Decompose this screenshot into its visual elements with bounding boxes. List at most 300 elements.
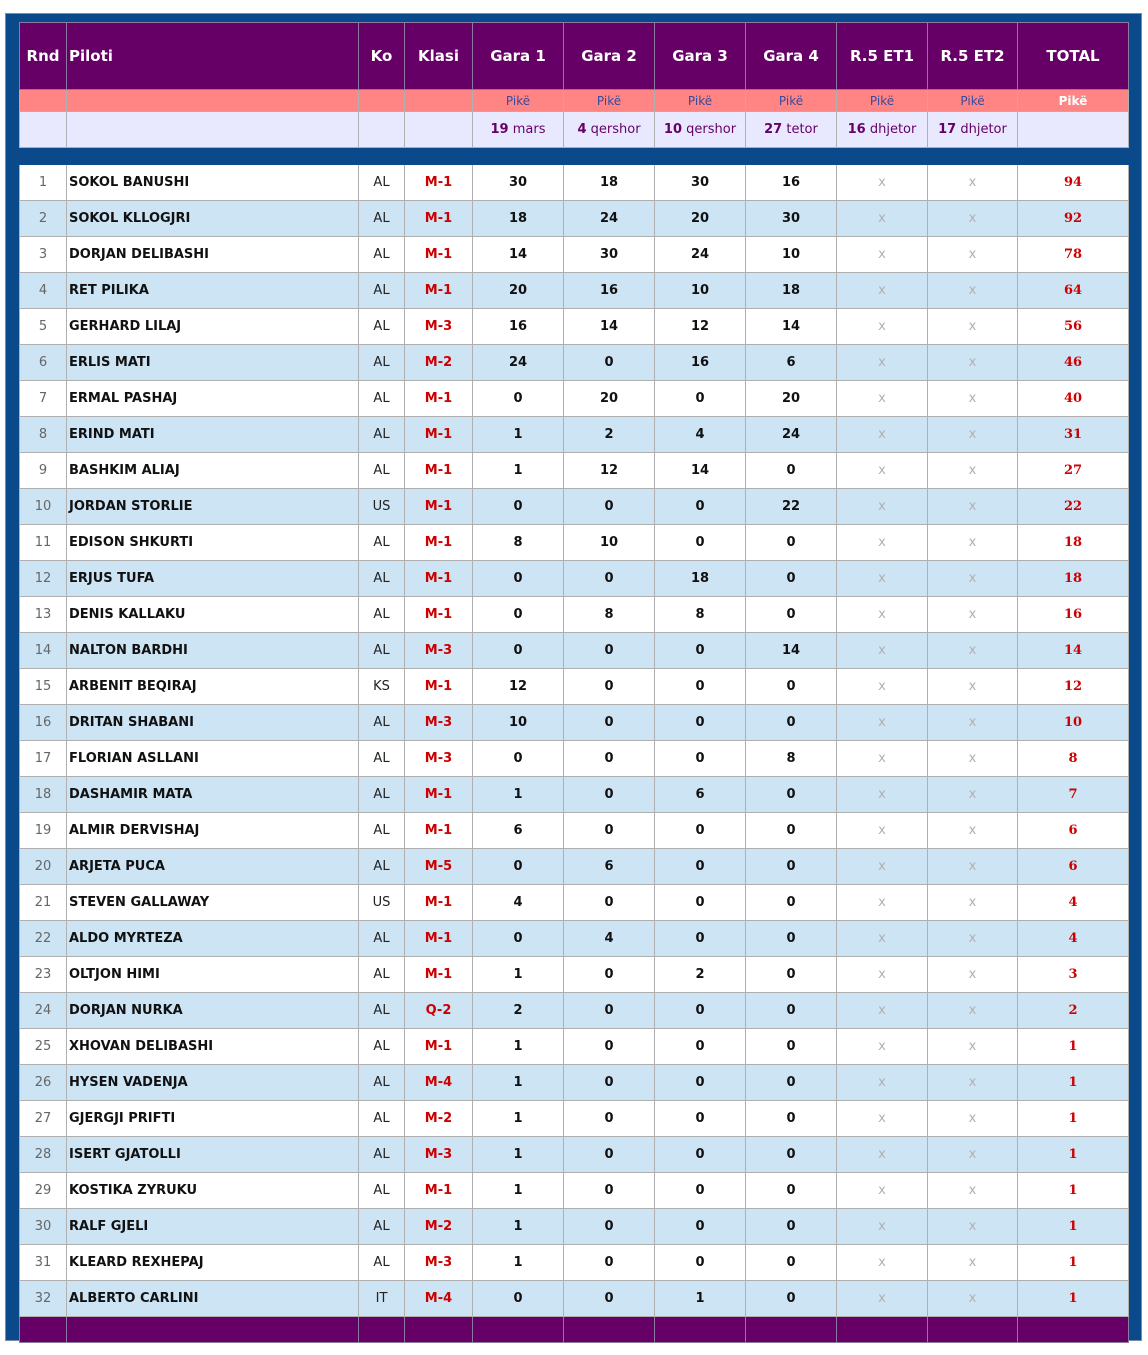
cell-klasi: M-1 [405,561,473,597]
cell-gara4: 0 [746,1065,837,1101]
cell-total: 1 [1018,1137,1129,1173]
cell-piloti: RET PILIKA [67,273,359,309]
date-month: qershor [682,122,737,137]
cell-gara2: 6 [564,849,655,885]
dates-empty [1018,112,1129,148]
cell-klasi: M-1 [405,525,473,561]
cell-klasi: M-1 [405,489,473,525]
dates-empty [20,112,67,148]
cell-gara2: 0 [564,1173,655,1209]
cell-r5et1: x [837,957,928,993]
cell-gara4: 0 [746,597,837,633]
cell-total: 18 [1018,561,1129,597]
cell-r5et2: x [928,1173,1018,1209]
cell-gara4: 10 [746,237,837,273]
cell-rnd: 10 [20,489,67,525]
cell-piloti: DORJAN NURKA [67,993,359,1029]
cell-gara2: 16 [564,273,655,309]
cell-gara1: 18 [473,201,564,237]
cell-gara2: 4 [564,921,655,957]
cell-ko: AL [359,849,405,885]
cell-piloti: HYSEN VADENJA [67,1065,359,1101]
footer-cell [1018,1317,1129,1343]
cell-gara2: 0 [564,1281,655,1317]
cell-rnd: 5 [20,309,67,345]
cell-r5et2: x [928,921,1018,957]
dates-empty [405,112,473,148]
cell-r5et2: x [928,741,1018,777]
cell-gara4: 0 [746,921,837,957]
cell-gara4: 16 [746,165,837,201]
cell-total: 92 [1018,201,1129,237]
cell-rnd: 21 [20,885,67,921]
cell-r5et1: x [837,381,928,417]
cell-gara1: 1 [473,453,564,489]
cell-klasi: M-1 [405,237,473,273]
cell-total: 94 [1018,165,1129,201]
table-row [20,309,1129,345]
cell-gara4: 0 [746,1029,837,1065]
cell-gara1: 0 [473,489,564,525]
cell-gara1: 14 [473,237,564,273]
cell-gara3: 0 [655,489,746,525]
cell-gara3: 4 [655,417,746,453]
cell-gara3: 8 [655,597,746,633]
cell-gara1: 1 [473,957,564,993]
cell-total: 12 [1018,669,1129,705]
date-day: 16 [847,122,866,137]
cell-rnd: 4 [20,273,67,309]
cell-klasi: M-3 [405,741,473,777]
date-gara3 [655,112,746,148]
cell-klasi: M-3 [405,1137,473,1173]
cell-piloti: OLTJON HIMI [67,957,359,993]
table-row [20,597,1129,633]
cell-ko: AL [359,309,405,345]
cell-gara4: 0 [746,1137,837,1173]
cell-r5et1: x [837,1173,928,1209]
cell-gara1: 0 [473,381,564,417]
cell-gara2: 12 [564,453,655,489]
table-row [20,957,1129,993]
cell-total: 46 [1018,345,1129,381]
table-row [20,201,1129,237]
cell-r5et2: x [928,345,1018,381]
cell-gara3: 0 [655,381,746,417]
cell-rnd: 28 [20,1137,67,1173]
cell-klasi: M-1 [405,1029,473,1065]
cell-ko: AL [359,345,405,381]
footer-cell [405,1317,473,1343]
cell-ko: AL [359,381,405,417]
cell-gara4: 0 [746,813,837,849]
cell-gara3: 0 [655,1137,746,1173]
cell-r5et1: x [837,237,928,273]
cell-gara4: 0 [746,705,837,741]
cell-gara2: 0 [564,885,655,921]
cell-klasi: M-1 [405,453,473,489]
unit-gara1: Pikë [473,90,564,112]
table-row [20,849,1129,885]
cell-gara2: 30 [564,237,655,273]
table-row [20,417,1129,453]
table-row [20,525,1129,561]
cell-ko: AL [359,1101,405,1137]
cell-r5et1: x [837,453,928,489]
date-gara4 [746,112,837,148]
col-ko: Ko [359,23,405,90]
cell-gara1: 0 [473,741,564,777]
cell-klasi: M-1 [405,669,473,705]
cell-total: 27 [1018,453,1129,489]
cell-piloti: ISERT GJATOLLI [67,1137,359,1173]
cell-klasi: M-1 [405,597,473,633]
separator [20,148,1129,165]
unit-gara4: Pikë [746,90,837,112]
cell-r5et1: x [837,993,928,1029]
cell-piloti: GJERGJI PRIFTI [67,1101,359,1137]
cell-gara1: 10 [473,705,564,741]
cell-gara1: 1 [473,1101,564,1137]
table-row [20,1173,1129,1209]
cell-gara3: 0 [655,921,746,957]
cell-gara1: 0 [473,633,564,669]
cell-gara4: 0 [746,1209,837,1245]
cell-r5et2: x [928,165,1018,201]
cell-r5et2: x [928,237,1018,273]
cell-gara2: 18 [564,165,655,201]
cell-piloti: FLORIAN ASLLANI [67,741,359,777]
cell-gara2: 20 [564,381,655,417]
cell-piloti: ALDO MYRTEZA [67,921,359,957]
cell-gara4: 0 [746,561,837,597]
cell-r5et1: x [837,273,928,309]
cell-gara3: 0 [655,633,746,669]
cell-gara1: 1 [473,1209,564,1245]
cell-ko: AL [359,201,405,237]
table-row [20,1245,1129,1281]
cell-gara1: 1 [473,1245,564,1281]
table-row [20,1101,1129,1137]
cell-gara4: 0 [746,525,837,561]
cell-klasi: M-1 [405,813,473,849]
cell-rnd: 9 [20,453,67,489]
date-month: tetor [782,122,818,137]
footer-cell [655,1317,746,1343]
date-month: mars [508,122,546,137]
cell-gara1: 1 [473,1029,564,1065]
cell-piloti: XHOVAN DELIBASHI [67,1029,359,1065]
cell-piloti: KOSTIKA ZYRUKU [67,1173,359,1209]
cell-r5et1: x [837,1029,928,1065]
cell-gara3: 6 [655,777,746,813]
cell-gara2: 0 [564,345,655,381]
cell-gara4: 0 [746,1101,837,1137]
unit-r5et1: Pikë [837,90,928,112]
cell-total: 10 [1018,705,1129,741]
cell-rnd: 3 [20,237,67,273]
cell-ko: AL [359,561,405,597]
cell-r5et1: x [837,849,928,885]
cell-gara1: 16 [473,309,564,345]
cell-gara3: 2 [655,957,746,993]
cell-r5et1: x [837,309,928,345]
table-row [20,381,1129,417]
cell-gara2: 0 [564,1065,655,1101]
units-empty [20,90,67,112]
cell-gara3: 0 [655,1173,746,1209]
date-month: dhjetor [956,122,1007,137]
cell-gara3: 0 [655,1101,746,1137]
cell-ko: US [359,489,405,525]
cell-r5et1: x [837,1245,928,1281]
cell-gara3: 0 [655,813,746,849]
cell-r5et2: x [928,453,1018,489]
cell-r5et2: x [928,201,1018,237]
cell-total: 1 [1018,1245,1129,1281]
cell-gara1: 1 [473,417,564,453]
col-rnd: Rnd [20,23,67,90]
cell-gara3: 14 [655,453,746,489]
cell-gara1: 2 [473,993,564,1029]
table-row [20,993,1129,1029]
cell-ko: AL [359,597,405,633]
cell-total: 16 [1018,597,1129,633]
cell-ko: AL [359,921,405,957]
date-day: 10 [663,122,683,137]
cell-total: 1 [1018,1065,1129,1101]
cell-r5et1: x [837,525,928,561]
cell-r5et1: x [837,561,928,597]
cell-r5et2: x [928,1101,1018,1137]
dates-empty [67,112,359,148]
cell-total: 7 [1018,777,1129,813]
date-day: 17 [938,122,957,137]
cell-klasi: M-1 [405,201,473,237]
cell-gara3: 0 [655,1029,746,1065]
cell-total: 78 [1018,237,1129,273]
date-gara1 [473,112,564,148]
cell-gara2: 24 [564,201,655,237]
cell-rnd: 16 [20,705,67,741]
unit-gara2: Pikë [564,90,655,112]
cell-piloti: KLEARD REXHEPAJ [67,1245,359,1281]
unit-gara3: Pikë [655,90,746,112]
cell-gara3: 1 [655,1281,746,1317]
cell-r5et2: x [928,813,1018,849]
cell-klasi: M-1 [405,885,473,921]
cell-gara2: 0 [564,1101,655,1137]
cell-r5et2: x [928,1065,1018,1101]
cell-total: 6 [1018,849,1129,885]
table-row [20,237,1129,273]
cell-ko: AL [359,813,405,849]
cell-r5et1: x [837,633,928,669]
cell-total: 56 [1018,309,1129,345]
cell-gara3: 0 [655,1209,746,1245]
table-row [20,633,1129,669]
cell-rnd: 27 [20,1101,67,1137]
cell-piloti: EDISON SHKURTI [67,525,359,561]
cell-r5et2: x [928,273,1018,309]
footer-cell [928,1317,1018,1343]
cell-ko: AL [359,417,405,453]
cell-rnd: 15 [20,669,67,705]
cell-rnd: 18 [20,777,67,813]
cell-piloti: ERJUS TUFA [67,561,359,597]
cell-klasi: M-3 [405,705,473,741]
cell-klasi: M-4 [405,1065,473,1101]
cell-gara4: 6 [746,345,837,381]
separator-row [20,148,1129,165]
cell-gara1: 0 [473,561,564,597]
table-row [20,453,1129,489]
cell-rnd: 19 [20,813,67,849]
cell-klasi: M-1 [405,273,473,309]
table-row [20,705,1129,741]
cell-rnd: 30 [20,1209,67,1245]
table-row [20,885,1129,921]
cell-gara1: 1 [473,1173,564,1209]
footer-cell [564,1317,655,1343]
cell-r5et2: x [928,633,1018,669]
cell-gara2: 0 [564,669,655,705]
cell-r5et1: x [837,417,928,453]
date-month: qershor [586,122,641,137]
cell-rnd: 32 [20,1281,67,1317]
cell-total: 8 [1018,741,1129,777]
cell-gara4: 0 [746,669,837,705]
cell-r5et2: x [928,597,1018,633]
col-r5et1: R.5 ET1 [837,23,928,90]
cell-r5et2: x [928,777,1018,813]
cell-r5et1: x [837,813,928,849]
cell-gara4: 20 [746,381,837,417]
cell-rnd: 23 [20,957,67,993]
cell-rnd: 12 [20,561,67,597]
table-row [20,165,1129,201]
cell-gara2: 0 [564,1029,655,1065]
cell-gara3: 10 [655,273,746,309]
cell-klasi: M-1 [405,1173,473,1209]
cell-r5et2: x [928,849,1018,885]
cell-gara2: 0 [564,1137,655,1173]
cell-gara4: 0 [746,453,837,489]
cell-total: 40 [1018,381,1129,417]
cell-gara2: 0 [564,993,655,1029]
cell-gara1: 20 [473,273,564,309]
cell-total: 4 [1018,921,1129,957]
cell-r5et1: x [837,165,928,201]
table-row [20,561,1129,597]
cell-r5et1: x [837,597,928,633]
cell-r5et2: x [928,885,1018,921]
dates-empty [359,112,405,148]
cell-gara2: 0 [564,813,655,849]
cell-ko: AL [359,993,405,1029]
cell-rnd: 1 [20,165,67,201]
cell-gara3: 0 [655,849,746,885]
cell-total: 1 [1018,1281,1129,1317]
cell-ko: AL [359,1029,405,1065]
cell-total: 1 [1018,1029,1129,1065]
cell-r5et2: x [928,1137,1018,1173]
cell-piloti: DRITAN SHABANI [67,705,359,741]
footer-cell [746,1317,837,1343]
table-row [20,345,1129,381]
dates-row [20,112,1129,148]
cell-gara4: 0 [746,957,837,993]
units-empty [405,90,473,112]
cell-r5et2: x [928,1029,1018,1065]
cell-rnd: 29 [20,1173,67,1209]
cell-total: 1 [1018,1173,1129,1209]
cell-piloti: ARBENIT BEQIRAJ [67,669,359,705]
cell-total: 4 [1018,885,1129,921]
cell-ko: AL [359,957,405,993]
cell-gara2: 0 [564,777,655,813]
cell-klasi: M-1 [405,381,473,417]
cell-gara2: 0 [564,741,655,777]
cell-piloti: DASHAMIR MATA [67,777,359,813]
cell-ko: AL [359,1245,405,1281]
cell-rnd: 26 [20,1065,67,1101]
cell-r5et2: x [928,705,1018,741]
units-empty [359,90,405,112]
cell-klasi: M-3 [405,633,473,669]
cell-gara3: 18 [655,561,746,597]
cell-gara2: 0 [564,1209,655,1245]
cell-rnd: 7 [20,381,67,417]
cell-klasi: M-3 [405,1245,473,1281]
cell-r5et2: x [928,1245,1018,1281]
cell-piloti: ALBERTO CARLINI [67,1281,359,1317]
table-row [20,1029,1129,1065]
cell-r5et2: x [928,993,1018,1029]
cell-total: 6 [1018,813,1129,849]
header-row [20,23,1129,90]
cell-r5et2: x [928,309,1018,345]
col-klasi: Klasi [405,23,473,90]
cell-r5et1: x [837,705,928,741]
cell-gara4: 0 [746,1173,837,1209]
table-row [20,1209,1129,1245]
cell-ko: AL [359,1137,405,1173]
cell-ko: US [359,885,405,921]
cell-r5et1: x [837,1209,928,1245]
cell-gara1: 8 [473,525,564,561]
cell-gara1: 0 [473,1281,564,1317]
table-row [20,273,1129,309]
cell-rnd: 31 [20,1245,67,1281]
cell-ko: AL [359,453,405,489]
cell-gara3: 0 [655,993,746,1029]
cell-gara2: 10 [564,525,655,561]
unit-r5et2: Pikë [928,90,1018,112]
cell-rnd: 20 [20,849,67,885]
cell-r5et1: x [837,1101,928,1137]
col-total: TOTAL [1018,23,1129,90]
cell-total: 1 [1018,1209,1129,1245]
cell-total: 31 [1018,417,1129,453]
cell-gara3: 0 [655,1065,746,1101]
table-row [20,669,1129,705]
cell-r5et1: x [837,345,928,381]
col-piloti: Piloti [67,23,359,90]
cell-ko: KS [359,669,405,705]
cell-gara3: 0 [655,741,746,777]
table-row [20,921,1129,957]
